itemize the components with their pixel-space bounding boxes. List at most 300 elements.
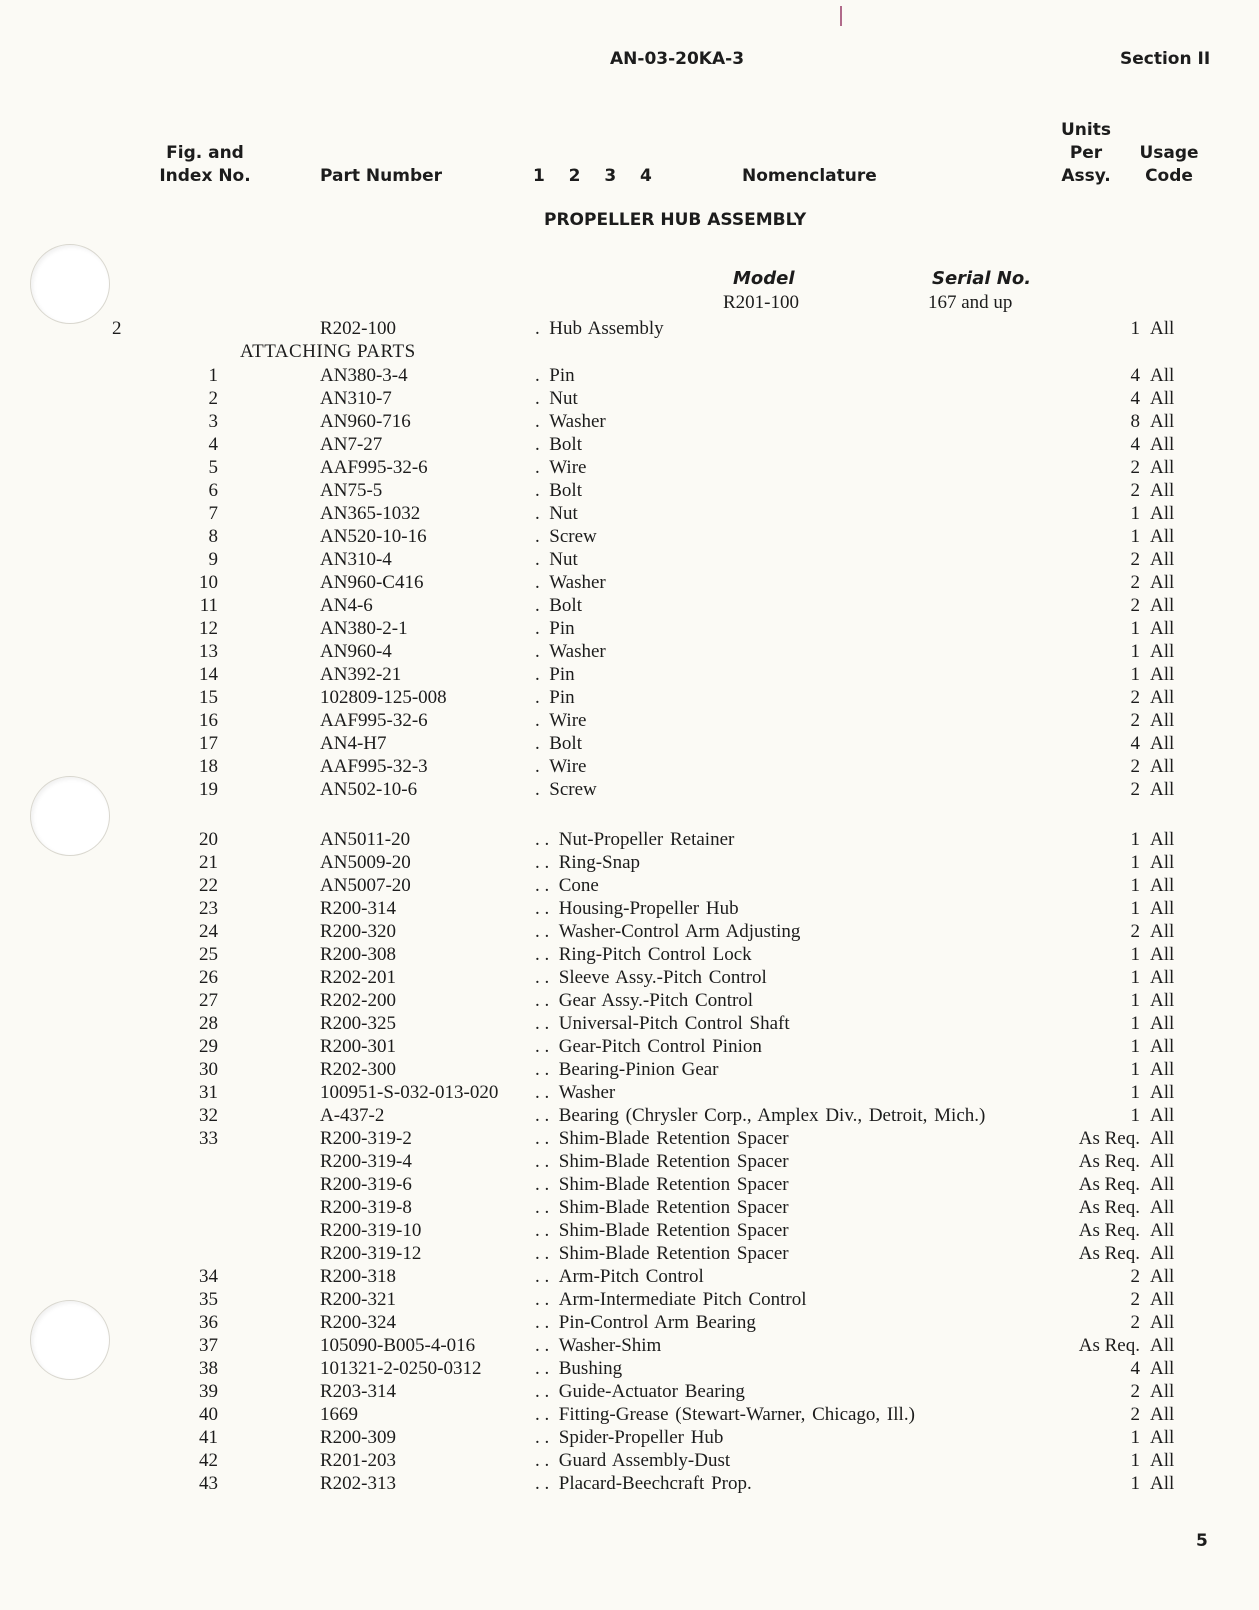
nomenclature: . Wire xyxy=(535,457,587,478)
usage-code: All xyxy=(1150,1381,1175,1402)
attaching-parts-heading: ATTACHING PARTS xyxy=(240,341,416,362)
table-row xyxy=(0,778,1259,801)
nomenclature: . . Gear-Pitch Control Pinion xyxy=(535,1036,762,1057)
part-number: R200-308 xyxy=(320,944,396,965)
table-row xyxy=(0,1288,1259,1311)
index-number: 42 xyxy=(199,1450,218,1471)
col-usage-code: Usage Code xyxy=(1139,143,1199,186)
index-number: 17 xyxy=(199,733,218,754)
usage-code: All xyxy=(1150,1174,1175,1195)
table-row xyxy=(0,1035,1259,1058)
units-per-assy: 1 xyxy=(1130,875,1140,896)
nomenclature: . . Nut-Propeller Retainer xyxy=(535,829,735,850)
usage-code: All xyxy=(1150,641,1175,662)
part-number: R200-319-10 xyxy=(320,1220,422,1241)
usage-code: All xyxy=(1150,733,1175,754)
units-per-assy: 2 xyxy=(1130,595,1140,616)
nomenclature: . . Gear Assy.-Pitch Control xyxy=(535,990,754,1011)
units-per-assy: 1 xyxy=(1130,944,1140,965)
usage-code: All xyxy=(1150,664,1175,685)
nomenclature: . Washer xyxy=(535,572,606,593)
units-per-assy: As Req. xyxy=(1078,1335,1140,1356)
units-per-assy: 2 xyxy=(1130,779,1140,800)
table-row xyxy=(0,897,1259,920)
col-nomenclature: Nomenclature xyxy=(742,166,877,186)
col-fig-index: Fig. and Index No. xyxy=(159,143,251,186)
units-per-assy: 2 xyxy=(1130,756,1140,777)
usage-code: All xyxy=(1150,898,1175,919)
nomenclature: . . Shim-Blade Retention Spacer xyxy=(535,1243,789,1264)
nomenclature: . . Bearing (Chrysler Corp., Amplex Div., Detroit, Mich.) xyxy=(535,1105,986,1126)
usage-code: All xyxy=(1150,756,1175,777)
index-number: 3 xyxy=(208,411,218,432)
part-number: 101321-2-0250-0312 xyxy=(320,1358,482,1379)
usage-code: All xyxy=(1150,318,1175,339)
table-row xyxy=(0,989,1259,1012)
usage-code: All xyxy=(1150,1243,1175,1264)
usage-code: All xyxy=(1150,1266,1175,1287)
part-number: R201-203 xyxy=(320,1450,396,1471)
index-number: 10 xyxy=(199,572,218,593)
table-row xyxy=(0,1012,1259,1035)
usage-code: All xyxy=(1150,411,1175,432)
table-row xyxy=(0,1403,1259,1426)
usage-code: All xyxy=(1150,618,1175,639)
nomenclature: . Pin xyxy=(535,365,575,386)
index-number: 7 xyxy=(208,503,218,524)
table-row xyxy=(0,874,1259,897)
units-per-assy: As Req. xyxy=(1078,1243,1140,1264)
part-number: R200-319-6 xyxy=(320,1174,412,1195)
table-row xyxy=(0,851,1259,874)
units-per-assy: 1 xyxy=(1130,618,1140,639)
part-number: R200-325 xyxy=(320,1013,396,1034)
col-part-number: Part Number xyxy=(320,166,443,186)
index-number: 12 xyxy=(199,618,218,639)
part-number: R200-314 xyxy=(320,898,396,919)
nomenclature: . . Shim-Blade Retention Spacer xyxy=(535,1128,789,1149)
table-row xyxy=(0,1426,1259,1449)
part-number: AN380-3-4 xyxy=(320,365,408,386)
index-number: 43 xyxy=(199,1473,218,1494)
part-number: R203-314 xyxy=(320,1381,396,1402)
table-row xyxy=(0,1104,1259,1127)
nomenclature: . . Shim-Blade Retention Spacer xyxy=(535,1220,789,1241)
table-row xyxy=(0,525,1259,548)
part-number: AN5009-20 xyxy=(320,852,411,873)
nomenclature: . Nut xyxy=(535,549,578,570)
units-per-assy: 4 xyxy=(1130,388,1140,409)
units-per-assy: 1 xyxy=(1130,1450,1140,1471)
nomenclature: . . Washer-Shim xyxy=(535,1335,662,1356)
nomenclature: . Bolt xyxy=(535,480,582,501)
usage-code: All xyxy=(1150,710,1175,731)
table-row xyxy=(0,640,1259,663)
units-per-assy: As Req. xyxy=(1078,1174,1140,1195)
section-label: Section II xyxy=(1120,49,1211,69)
part-number: AN5007-20 xyxy=(320,875,411,896)
index-number: 6 xyxy=(208,480,218,501)
units-per-assy: 2 xyxy=(1130,1312,1140,1333)
serial-label: Serial No. xyxy=(932,268,1032,289)
part-number: 100951-S-032-013-020 xyxy=(320,1082,499,1103)
index-number: 9 xyxy=(208,549,218,570)
col-indent-levels: 1 2 3 4 xyxy=(533,166,652,186)
nomenclature: . . Bearing-Pinion Gear xyxy=(535,1059,719,1080)
units-per-assy: 2 xyxy=(1130,1266,1140,1287)
usage-code: All xyxy=(1150,1128,1175,1149)
table-row xyxy=(0,709,1259,732)
usage-code: All xyxy=(1150,1197,1175,1218)
part-number: AN392-21 xyxy=(320,664,402,685)
table-row xyxy=(0,1173,1259,1196)
units-per-assy: 2 xyxy=(1130,710,1140,731)
nomenclature: . Washer xyxy=(535,411,606,432)
table-row xyxy=(0,410,1259,433)
nomenclature: . . Bushing xyxy=(535,1358,623,1379)
units-per-assy: 1 xyxy=(1130,641,1140,662)
nomenclature: . . Shim-Blade Retention Spacer xyxy=(535,1197,789,1218)
part-number: AN960-4 xyxy=(320,641,392,662)
part-number: R202-201 xyxy=(320,967,396,988)
doc-number: AN-03-20KA-3 xyxy=(610,49,745,69)
usage-code: All xyxy=(1150,944,1175,965)
part-number: 1669 xyxy=(320,1404,358,1425)
nomenclature: . Hub Assembly xyxy=(535,318,664,339)
table-row xyxy=(0,456,1259,479)
nomenclature: . Nut xyxy=(535,388,578,409)
usage-code: All xyxy=(1150,967,1175,988)
units-per-assy: 1 xyxy=(1130,526,1140,547)
table-row xyxy=(0,1127,1259,1150)
part-number: R200-319-2 xyxy=(320,1128,412,1149)
part-number: R202-100 xyxy=(320,318,396,339)
table-row xyxy=(0,732,1259,755)
index-number: 35 xyxy=(199,1289,218,1310)
page-number: 5 xyxy=(1196,1531,1208,1551)
nomenclature: . . Ring-Snap xyxy=(535,852,641,873)
nomenclature: . . Placard-Beechcraft Prop. xyxy=(535,1473,752,1494)
units-per-assy: 4 xyxy=(1130,733,1140,754)
part-number: AN960-716 xyxy=(320,411,411,432)
table-row xyxy=(0,364,1259,387)
units-per-assy: 1 xyxy=(1130,852,1140,873)
nomenclature: . . Arm-Pitch Control xyxy=(535,1266,704,1287)
units-per-assy: 2 xyxy=(1130,687,1140,708)
usage-code: All xyxy=(1150,365,1175,386)
part-number: AN7-27 xyxy=(320,434,383,455)
index-number: 34 xyxy=(199,1266,218,1287)
usage-code: All xyxy=(1150,572,1175,593)
table-row xyxy=(0,502,1259,525)
part-number: AAF995-32-6 xyxy=(320,457,428,478)
units-per-assy: As Req. xyxy=(1078,1128,1140,1149)
index-number: 30 xyxy=(199,1059,218,1080)
nomenclature: . . Guard Assembly-Dust xyxy=(535,1450,731,1471)
part-number: AN75-5 xyxy=(320,480,383,501)
usage-code: All xyxy=(1150,595,1175,616)
usage-code: All xyxy=(1150,779,1175,800)
nomenclature: . . Shim-Blade Retention Spacer xyxy=(535,1174,789,1195)
units-per-assy: 2 xyxy=(1130,457,1140,478)
index-number: 4 xyxy=(208,434,218,455)
part-number: R200-309 xyxy=(320,1427,396,1448)
index-number: 28 xyxy=(199,1013,218,1034)
nomenclature: . Wire xyxy=(535,710,587,731)
part-number: 105090-B005-4-016 xyxy=(320,1335,476,1356)
index-number: 8 xyxy=(208,526,218,547)
col-units-per-assy: Units Per Assy. xyxy=(1061,120,1111,186)
units-per-assy: 1 xyxy=(1130,898,1140,919)
units-per-assy: 1 xyxy=(1130,1473,1140,1494)
units-per-assy: As Req. xyxy=(1078,1151,1140,1172)
index-number: 38 xyxy=(199,1358,218,1379)
nomenclature: . Bolt xyxy=(535,434,582,455)
usage-code: All xyxy=(1150,1473,1175,1494)
table-row xyxy=(0,387,1259,410)
usage-code: All xyxy=(1150,1358,1175,1379)
part-number: R202-200 xyxy=(320,990,396,1011)
units-per-assy: 1 xyxy=(1130,990,1140,1011)
usage-code: All xyxy=(1150,921,1175,942)
index-number: 27 xyxy=(199,990,218,1011)
units-per-assy: As Req. xyxy=(1078,1197,1140,1218)
nomenclature: . . Universal-Pitch Control Shaft xyxy=(535,1013,790,1034)
units-per-assy: 2 xyxy=(1130,1289,1140,1310)
part-number: AN502-10-6 xyxy=(320,779,418,800)
part-number: R200-301 xyxy=(320,1036,396,1057)
table-row xyxy=(0,1058,1259,1081)
units-per-assy: 2 xyxy=(1130,549,1140,570)
part-number: 102809-125-008 xyxy=(320,687,447,708)
table-row xyxy=(0,617,1259,640)
table-row xyxy=(0,943,1259,966)
serial-value: 167 and up xyxy=(928,292,1013,313)
index-number: 22 xyxy=(199,875,218,896)
index-number: 21 xyxy=(199,852,218,873)
index-number: 24 xyxy=(199,921,218,942)
table-row xyxy=(0,1219,1259,1242)
part-number: R202-300 xyxy=(320,1059,396,1080)
usage-code: All xyxy=(1150,434,1175,455)
index-number: 18 xyxy=(199,756,218,777)
nomenclature: . . Fitting-Grease (Stewart-Warner, Chicago, Ill.) xyxy=(535,1404,915,1425)
nomenclature: . . Shim-Blade Retention Spacer xyxy=(535,1151,789,1172)
part-number: R200-320 xyxy=(320,921,396,942)
nomenclature: . Washer xyxy=(535,641,606,662)
part-number: AN5011-20 xyxy=(320,829,411,850)
units-per-assy: 2 xyxy=(1130,921,1140,942)
usage-code: All xyxy=(1150,1082,1175,1103)
index-number: 16 xyxy=(199,710,218,731)
nomenclature: . Pin xyxy=(535,664,575,685)
part-number: AN960-C416 xyxy=(320,572,424,593)
units-per-assy: 8 xyxy=(1130,411,1140,432)
usage-code: All xyxy=(1150,852,1175,873)
usage-code: All xyxy=(1150,875,1175,896)
usage-code: All xyxy=(1150,1289,1175,1310)
nomenclature: . Pin xyxy=(535,687,575,708)
index-number: 29 xyxy=(199,1036,218,1057)
table-row xyxy=(0,920,1259,943)
usage-code: All xyxy=(1150,1312,1175,1333)
index-number: 36 xyxy=(199,1312,218,1333)
nomenclature: . . Ring-Pitch Control Lock xyxy=(535,944,752,965)
table-row xyxy=(0,1150,1259,1173)
part-number: AAF995-32-6 xyxy=(320,710,428,731)
table-row xyxy=(0,686,1259,709)
table-row xyxy=(0,317,1259,340)
index-number: 33 xyxy=(199,1128,218,1149)
units-per-assy: 2 xyxy=(1130,480,1140,501)
usage-code: All xyxy=(1150,1105,1175,1126)
table-row xyxy=(0,1357,1259,1380)
units-per-assy: 1 xyxy=(1130,664,1140,685)
part-number: R200-324 xyxy=(320,1312,396,1333)
units-per-assy: 1 xyxy=(1130,1013,1140,1034)
part-number: AN310-7 xyxy=(320,388,392,409)
units-per-assy: 1 xyxy=(1130,1427,1140,1448)
part-number: R200-319-12 xyxy=(320,1243,422,1264)
units-per-assy: 4 xyxy=(1130,434,1140,455)
usage-code: All xyxy=(1150,829,1175,850)
table-row xyxy=(0,1242,1259,1265)
table-row xyxy=(0,433,1259,456)
units-per-assy: 1 xyxy=(1130,1105,1140,1126)
table-row xyxy=(0,828,1259,851)
units-per-assy: As Req. xyxy=(1078,1220,1140,1241)
nomenclature: . . Cone xyxy=(535,875,599,896)
table-row xyxy=(0,1081,1259,1104)
units-per-assy: 1 xyxy=(1130,1036,1140,1057)
usage-code: All xyxy=(1150,1059,1175,1080)
usage-code: All xyxy=(1150,1335,1175,1356)
usage-code: All xyxy=(1150,1013,1175,1034)
part-number: AN310-4 xyxy=(320,549,392,570)
nomenclature: . . Spider-Propeller Hub xyxy=(535,1427,724,1448)
nomenclature: . Bolt xyxy=(535,595,582,616)
table-row xyxy=(0,479,1259,502)
index-number: 11 xyxy=(199,595,218,616)
nomenclature: . . Pin-Control Arm Bearing xyxy=(535,1312,756,1333)
model-value: R201-100 xyxy=(723,292,799,313)
units-per-assy: 4 xyxy=(1130,1358,1140,1379)
table-row xyxy=(0,1449,1259,1472)
usage-code: All xyxy=(1150,1036,1175,1057)
units-per-assy: 2 xyxy=(1130,572,1140,593)
index-number: 1 xyxy=(208,365,218,386)
usage-code: All xyxy=(1150,1220,1175,1241)
nomenclature: . Pin xyxy=(535,618,575,639)
index-number: 5 xyxy=(208,457,218,478)
nomenclature: . . Arm-Intermediate Pitch Control xyxy=(535,1289,807,1310)
usage-code: All xyxy=(1150,457,1175,478)
units-per-assy: 1 xyxy=(1130,1059,1140,1080)
usage-code: All xyxy=(1150,503,1175,524)
part-number: AN520-10-16 xyxy=(320,526,427,547)
table-row xyxy=(0,663,1259,686)
index-number: 37 xyxy=(199,1335,218,1356)
part-number: R200-319-4 xyxy=(320,1151,412,1172)
nomenclature: . Bolt xyxy=(535,733,582,754)
index-number: 19 xyxy=(199,779,218,800)
nomenclature: . Screw xyxy=(535,526,597,547)
nomenclature: . Nut xyxy=(535,503,578,524)
table-row xyxy=(0,1334,1259,1357)
part-number: AN365-1032 xyxy=(320,503,421,524)
section-title: PROPELLER HUB ASSEMBLY xyxy=(544,210,807,230)
nomenclature: . . Washer xyxy=(535,1082,616,1103)
model-label: Model xyxy=(733,268,795,289)
index-number: 20 xyxy=(199,829,218,850)
nomenclature: . . Sleeve Assy.-Pitch Control xyxy=(535,967,767,988)
index-number: 15 xyxy=(199,687,218,708)
usage-code: All xyxy=(1150,687,1175,708)
index-number: 25 xyxy=(199,944,218,965)
units-per-assy: 1 xyxy=(1130,1082,1140,1103)
usage-code: All xyxy=(1150,990,1175,1011)
nomenclature: . . Guide-Actuator Bearing xyxy=(535,1381,745,1402)
usage-code: All xyxy=(1150,480,1175,501)
part-number: A-437-2 xyxy=(320,1105,385,1126)
part-number: R200-319-8 xyxy=(320,1197,412,1218)
nomenclature: . . Washer-Control Arm Adjusting xyxy=(535,921,801,942)
index-number: 41 xyxy=(199,1427,218,1448)
usage-code: All xyxy=(1150,388,1175,409)
part-number: AN4-H7 xyxy=(320,733,387,754)
part-number: AN4-6 xyxy=(320,595,373,616)
index-number: 2 xyxy=(208,388,218,409)
index-number: 23 xyxy=(199,898,218,919)
table-row xyxy=(0,548,1259,571)
units-per-assy: 1 xyxy=(1130,318,1140,339)
part-number: R202-313 xyxy=(320,1473,396,1494)
index-number: 14 xyxy=(199,664,218,685)
table-row xyxy=(0,1311,1259,1334)
part-number: AN380-2-1 xyxy=(320,618,408,639)
units-per-assy: 2 xyxy=(1130,1404,1140,1425)
index-number: 2 xyxy=(112,318,122,339)
table-row xyxy=(0,571,1259,594)
table-row xyxy=(0,1265,1259,1288)
table-row xyxy=(0,1380,1259,1403)
usage-code: All xyxy=(1150,526,1175,547)
table-row xyxy=(0,755,1259,778)
table-row xyxy=(0,966,1259,989)
units-per-assy: 2 xyxy=(1130,1381,1140,1402)
index-number: 31 xyxy=(199,1082,218,1103)
index-number: 39 xyxy=(199,1381,218,1402)
units-per-assy: 1 xyxy=(1130,967,1140,988)
units-per-assy: 4 xyxy=(1130,365,1140,386)
units-per-assy: 1 xyxy=(1130,829,1140,850)
part-number: AAF995-32-3 xyxy=(320,756,428,777)
index-number: 26 xyxy=(199,967,218,988)
index-number: 40 xyxy=(199,1404,218,1425)
usage-code: All xyxy=(1150,1151,1175,1172)
index-number: 13 xyxy=(199,641,218,662)
part-number: R200-321 xyxy=(320,1289,396,1310)
units-per-assy: 1 xyxy=(1130,503,1140,524)
usage-code: All xyxy=(1150,1404,1175,1425)
table-row xyxy=(0,594,1259,617)
part-number: R200-318 xyxy=(320,1266,396,1287)
nomenclature: . Screw xyxy=(535,779,597,800)
usage-code: All xyxy=(1150,549,1175,570)
nomenclature: . Wire xyxy=(535,756,587,777)
table-row xyxy=(0,1472,1259,1495)
nomenclature: . . Housing-Propeller Hub xyxy=(535,898,739,919)
